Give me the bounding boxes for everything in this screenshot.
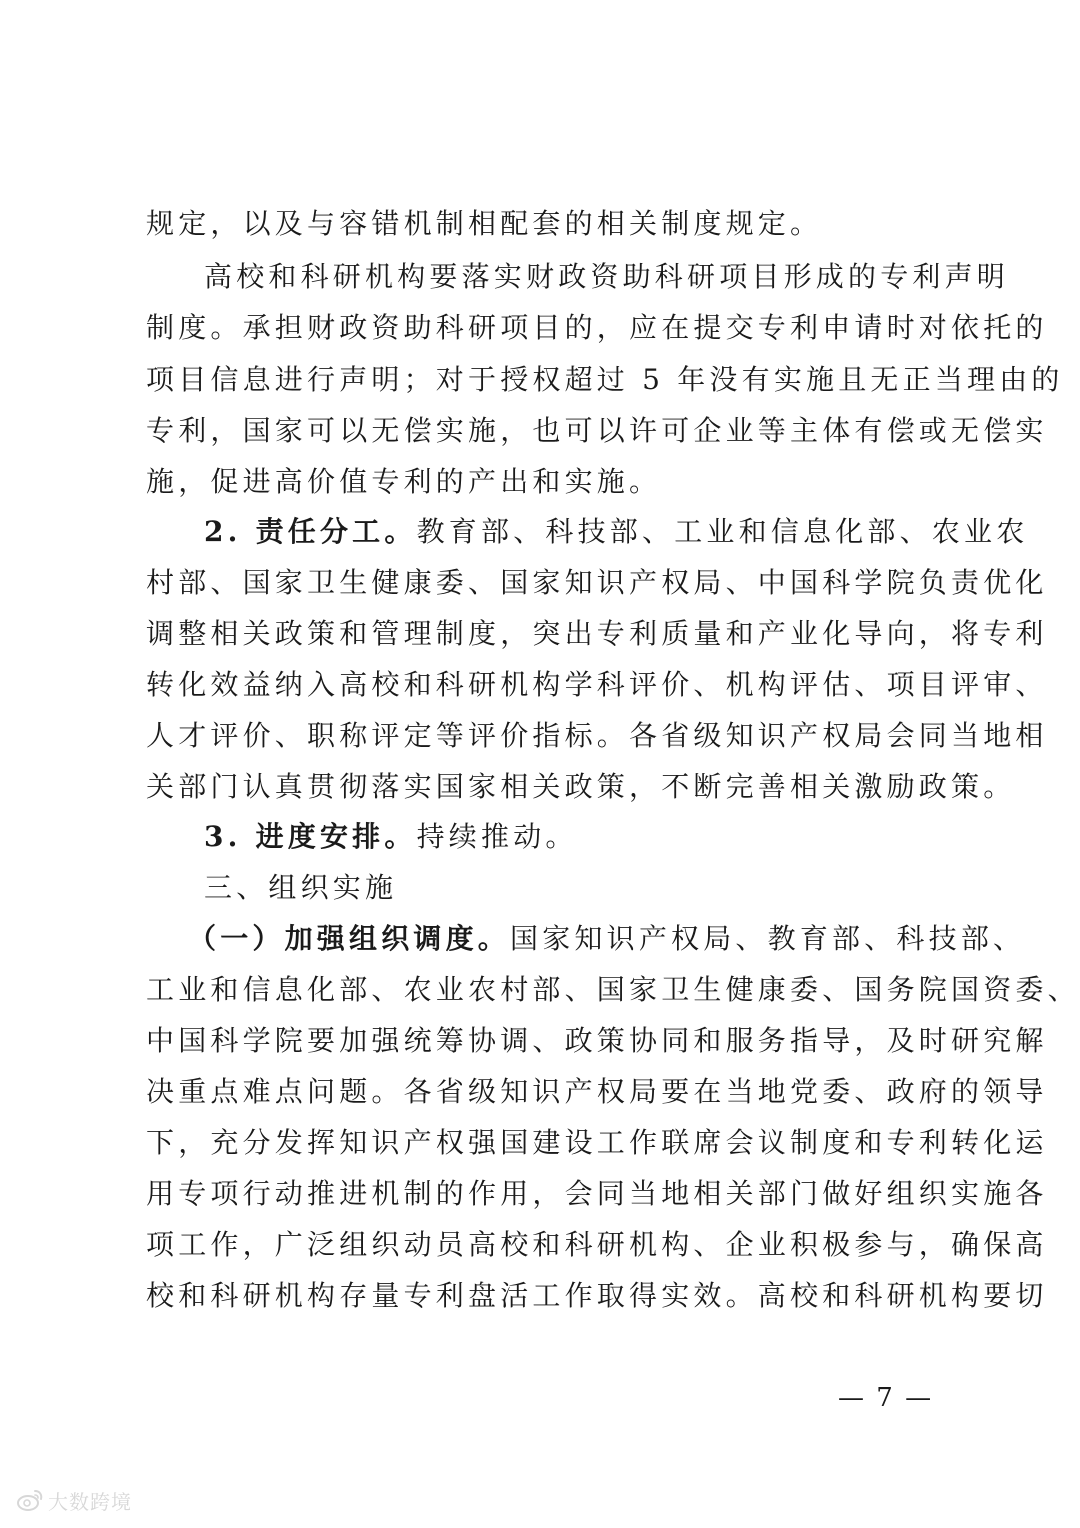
text-line bbox=[146, 1219, 1048, 1270]
text-line bbox=[146, 761, 1016, 812]
bold-heading-text: 3. 进度安排。 bbox=[204, 820, 417, 853]
line-text: 三、组织实施 bbox=[204, 871, 398, 904]
text-line bbox=[146, 1015, 1048, 1066]
line-text: 规定，以及与容错机制相配套的相关制度规定。 bbox=[146, 207, 823, 240]
line-text: 调整相关政策和管理制度，突出专利质量和产业化导向，将专利 bbox=[146, 617, 1048, 650]
text-line bbox=[146, 710, 1048, 761]
page-number: — 7 — bbox=[838, 1383, 934, 1413]
text-line bbox=[204, 251, 1010, 302]
line-text: 决重点难点问题。各省级知识产权局要在当地党委、政府的领导 bbox=[146, 1075, 1048, 1108]
line-text: 项工作，广泛组织动员高校和科研机构、企业积极参与，确保高 bbox=[146, 1228, 1048, 1261]
text-line bbox=[146, 302, 1048, 353]
line-text: 专利，国家可以无偿实施，也可以许可企业等主体有偿或无偿实 bbox=[146, 414, 1048, 447]
watermark-text: 大数跨境 bbox=[48, 1489, 132, 1514]
text-line bbox=[204, 811, 946, 862]
text-line bbox=[146, 1168, 1048, 1219]
weibo-logo-icon bbox=[16, 1488, 44, 1512]
text-line bbox=[146, 557, 1048, 608]
text-line bbox=[146, 608, 1048, 659]
text-line bbox=[188, 913, 1026, 964]
line-text: 制度。承担财政资助科研项目的，应在提交专利申请时对依托的 bbox=[146, 311, 1048, 344]
line-text: 转化效益纳入高校和科研机构学科评价、机构评估、项目评审、 bbox=[146, 668, 1048, 701]
text-line bbox=[146, 659, 1048, 710]
line-text: 持续推动。 bbox=[416, 820, 578, 853]
bold-heading-text: （一）加强组织调度。 bbox=[188, 922, 511, 955]
line-text: 校和科研机构存量专利盘活工作取得实效。高校和科研机构要切 bbox=[146, 1279, 1048, 1312]
text-line bbox=[146, 1270, 1048, 1321]
line-text: 教育部、科技部、工业和信息化部、农业农 bbox=[416, 515, 1029, 548]
text-line bbox=[146, 456, 946, 507]
text-line bbox=[146, 405, 1048, 456]
line-text: 项目信息进行声明；对于授权超过 5 年没有实施且无正当理由的 bbox=[146, 363, 1064, 396]
text-line bbox=[146, 198, 946, 249]
line-text: 关部门认真贯彻落实国家相关政策，不断完善相关激励政策。 bbox=[146, 770, 1016, 803]
text-line bbox=[146, 1117, 1048, 1168]
line-text: 国家知识产权局、教育部、科技部、 bbox=[510, 922, 1026, 955]
text-line bbox=[204, 506, 1029, 557]
line-text: 用专项行动推进机制的作用，会同当地相关部门做好组织实施各 bbox=[146, 1177, 1048, 1210]
line-text: 施，促进高价值专利的产出和实施。 bbox=[146, 465, 662, 498]
line-text: 工业和信息化部、农业农村部、国家卫生健康委、国务院国资委、 bbox=[146, 973, 1080, 1006]
line-text: 村部、国家卫生健康委、国家知识产权局、中国科学院负责优化 bbox=[146, 566, 1048, 599]
line-text: 中国科学院要加强统筹协调、政策协同和服务指导，及时研究解 bbox=[146, 1024, 1048, 1057]
text-line bbox=[146, 1066, 1048, 1117]
section-heading bbox=[204, 862, 946, 913]
line-text: 下，充分发挥知识产权强国建设工作联席会议制度和专利转化运 bbox=[146, 1126, 1048, 1159]
bold-heading-text: 2. 责任分工。 bbox=[204, 515, 417, 548]
watermark bbox=[16, 1486, 132, 1514]
text-line bbox=[146, 964, 1080, 1015]
line-text: 人才评价、职称评定等评价指标。各省级知识产权局会同当地相 bbox=[146, 719, 1048, 752]
line-text: 高校和科研机构要落实财政资助科研项目形成的专利声明 bbox=[204, 260, 1010, 293]
text-line bbox=[146, 354, 1064, 405]
